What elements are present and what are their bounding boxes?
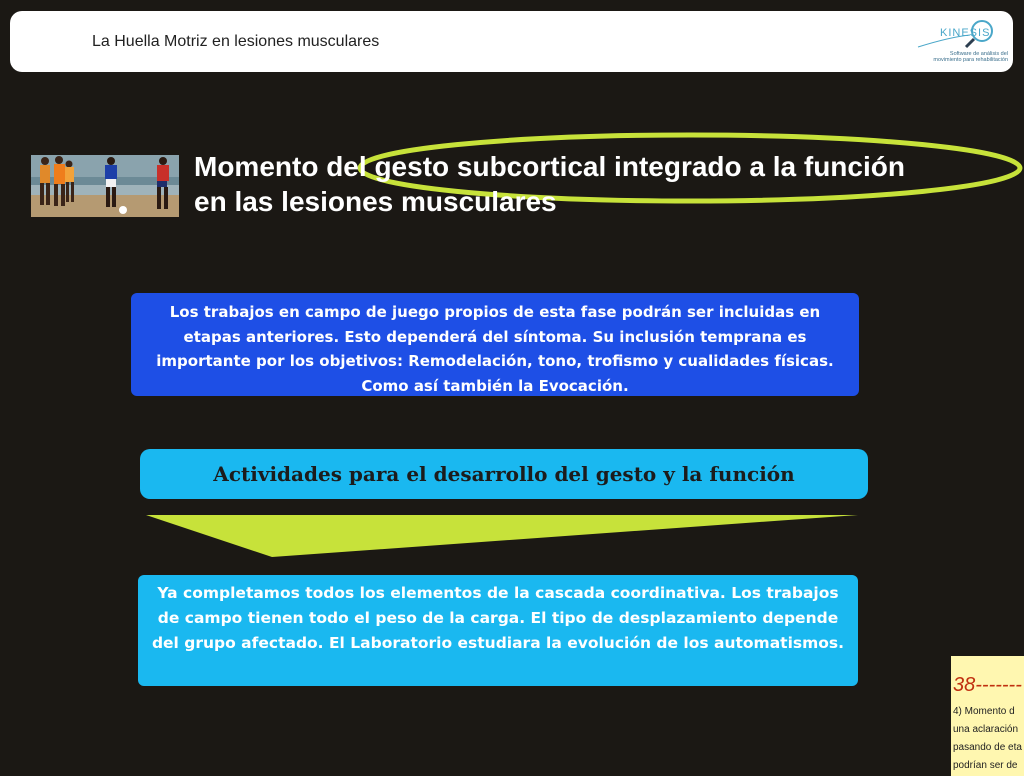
slide-title: [194, 149, 1014, 219]
slide-title-line1: Momento del gesto subcortical integrado a la función: [194, 151, 905, 182]
note-line-3: pasando de eta: [953, 742, 1022, 753]
slide-header: [10, 11, 1013, 72]
speaker-note: [951, 656, 1024, 776]
kinesis-logo: [910, 17, 1006, 69]
activities-title: Actividades para el desarrollo del gesto y la función: [213, 462, 795, 486]
activities-title-box: [140, 449, 868, 499]
logo-word: KINESIS: [940, 27, 991, 39]
logo-tagline: Software de análisis del movimiento para rehabilitación: [933, 51, 1008, 63]
field-work-box: Los trabajos en campo de juego propios de esta fase podrán ser incluidas en etapas anteriores. Esto dependerá del síntoma. Su inclusión temprana es importante por los objetivos: Remodelación, tono, trofismo y cualidades físicas. Como así también la Evocación.: [131, 293, 859, 396]
note-number: 38-------: [953, 674, 1022, 696]
note-line-2: una aclaración: [953, 724, 1019, 735]
note-line-1: 4) Momento d: [953, 706, 1015, 717]
header-title: La Huella Motriz en lesiones musculares: [92, 33, 380, 50]
down-arrow-shape: [146, 515, 858, 557]
slide-title-line2: en las lesiones musculares: [194, 186, 557, 217]
coordination-box: Ya completamos todos los elementos de la cascada coordinativa. Los trabajos de campo tienen todo el peso de la carga. El tipo de desplazamiento depende del grupo afectado. El Laboratorio estudiara la evolución de los automatismos.: [138, 575, 858, 686]
note-line-4: podrían ser de: [953, 760, 1018, 771]
soccer-players-photo: [31, 155, 179, 217]
